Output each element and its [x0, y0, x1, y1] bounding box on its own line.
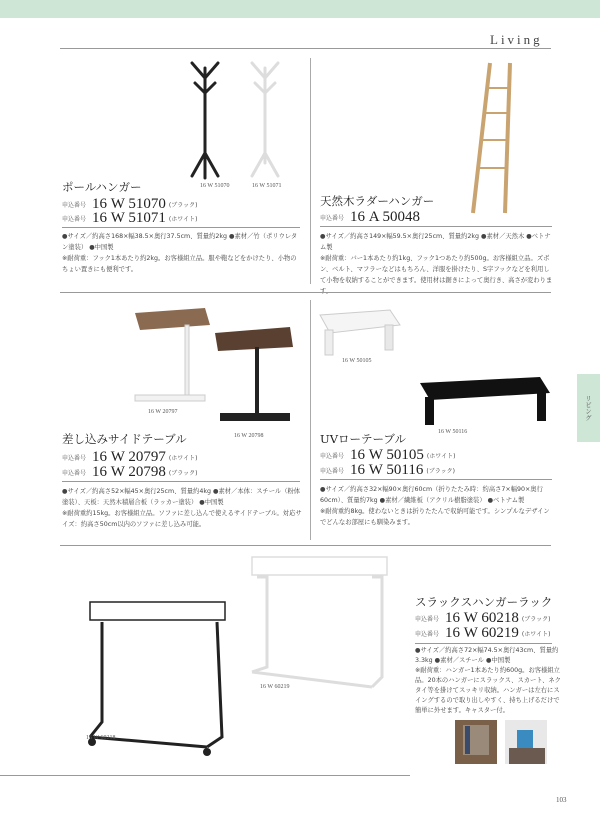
rule [320, 479, 552, 480]
low-table-image [315, 305, 555, 430]
bottom-rule [0, 775, 410, 776]
product-code: 申込番号 16 W 60218 (ブラック) [415, 610, 551, 626]
product-code: 申込番号 16 W 20797 (ホワイト) [62, 449, 198, 465]
rule [62, 227, 300, 228]
ladder-hanger-image [465, 58, 515, 218]
header-band [0, 0, 600, 18]
rule [320, 226, 552, 227]
section-title: Living [490, 32, 543, 47]
usage-photo [505, 720, 547, 764]
product-code: 申込番号 16 W 50116 (ブラック) [320, 462, 455, 478]
product-description: ●サイズ／約高さ168×幅38.5×奥行37.5cm、質量約2kg ●素材／竹（ポリウレタン塗装） ●中国製 ※耐荷重：フック1本あたり約2kg。お客様組立品。服や鞄などをかけたり、小物のちょい置きにも便利です。 [62, 233, 298, 273]
image-label: 16 W 20797 [148, 409, 178, 415]
pole-hanger-image [180, 58, 290, 183]
product-description: ●サイズ／約高さ72×幅74.5×奥行43cm、質量約3.3kg ●素材／スチール ●中国製 ※耐荷重：ハンガー1本あたり約600g。お客様組立品。20本のハンガーにスラックス、スカート、ネクタイ等を掛けてスッキリ収納。ハンガーは左右にスイングするので取り出しやすく、持ち上げるだけで簡単に外せます。キャスター付。 [415, 647, 561, 714]
product-code: 申込番号 16 W 50105 (ホワイト) [320, 447, 456, 463]
image-label: 16 W 60218 [86, 735, 116, 741]
page-number: 103 [556, 796, 567, 804]
image-label: 16 W 50116 [438, 429, 468, 435]
product-description: ●サイズ／約高さ32×幅90×奥行60cm（折りたたみ時：約高さ7×幅90×奥行60cm）、質量約7kg ●素材／繊維板（アクリル樹脂塗装） ●ベトナム製 ※耐荷重約8kg。使わないときは折りたたんで収納可能です。シンプルなデザインでどんなお部屋にも馴染みます。 [320, 486, 550, 526]
column-divider [310, 58, 311, 284]
side-tab-living[interactable]: リビング [577, 374, 600, 442]
product-title: UVローテーブル [320, 432, 406, 446]
rack-description-block [415, 646, 565, 764]
product-description: ●サイズ／約高さ149×幅59.5×奥行25cm、質量約2kg ●素材／天然木 ●ベトナム製 ※耐荷重：バー1本あたり約1kg、フック1つあたり約500g。お客様組立品。ズボン、ベルト、マフラーなどはもちろん、洋服を掛けたり、S字フックなどを利用して小物を収納することができます。使用材は鋸きによって奥行き、高さが変わりま [320, 233, 553, 284]
product-title: ポールハンガー [62, 180, 142, 194]
product-code: 申込番号 16 W 51071 (ホワイト) [62, 210, 198, 226]
image-label: 16 W 60219 [260, 684, 290, 690]
product-code: 申込番号 16 W 51070 (ブラック) [62, 196, 198, 212]
section-rule [60, 292, 551, 293]
product-description: ●サイズ／約高さ52×幅45×奥行25cm、質量約4kg ●素材／本体：スチール（粉体塗装）、天板：天然木積層合板（ラッカー塗装） ●中国製 ※耐荷重約15kg。お客様組立品。ソファに差し込んで使えるサイドテーブル。対応サイズ：約高さ50cm以内のソファに差し込み可能。 [62, 488, 302, 528]
image-label: 16 W 51070 [200, 183, 230, 189]
header-rule [60, 48, 551, 49]
rule [415, 643, 552, 644]
product-code: 申込番号 16 A 50048 [320, 209, 421, 225]
section-rule [60, 545, 551, 546]
usage-photo-row [415, 720, 565, 764]
slacks-rack-image [82, 552, 402, 762]
product-code: 申込番号 16 W 60219 (ホワイト) [415, 625, 551, 641]
rule [62, 481, 300, 482]
product-title: 差し込みサイドテーブル [62, 432, 187, 446]
image-label: 16 W 20798 [234, 433, 264, 439]
image-label: 16 W 50105 [342, 358, 372, 364]
product-code: 申込番号 16 W 20798 (ブラック) [62, 464, 198, 480]
product-title: 天然木ラダーハンガー [320, 194, 435, 208]
image-label: 16 W 51071 [252, 183, 282, 189]
usage-photo [455, 720, 497, 764]
product-title: スラックスハンガーラック [415, 595, 553, 609]
column-divider [310, 300, 311, 540]
